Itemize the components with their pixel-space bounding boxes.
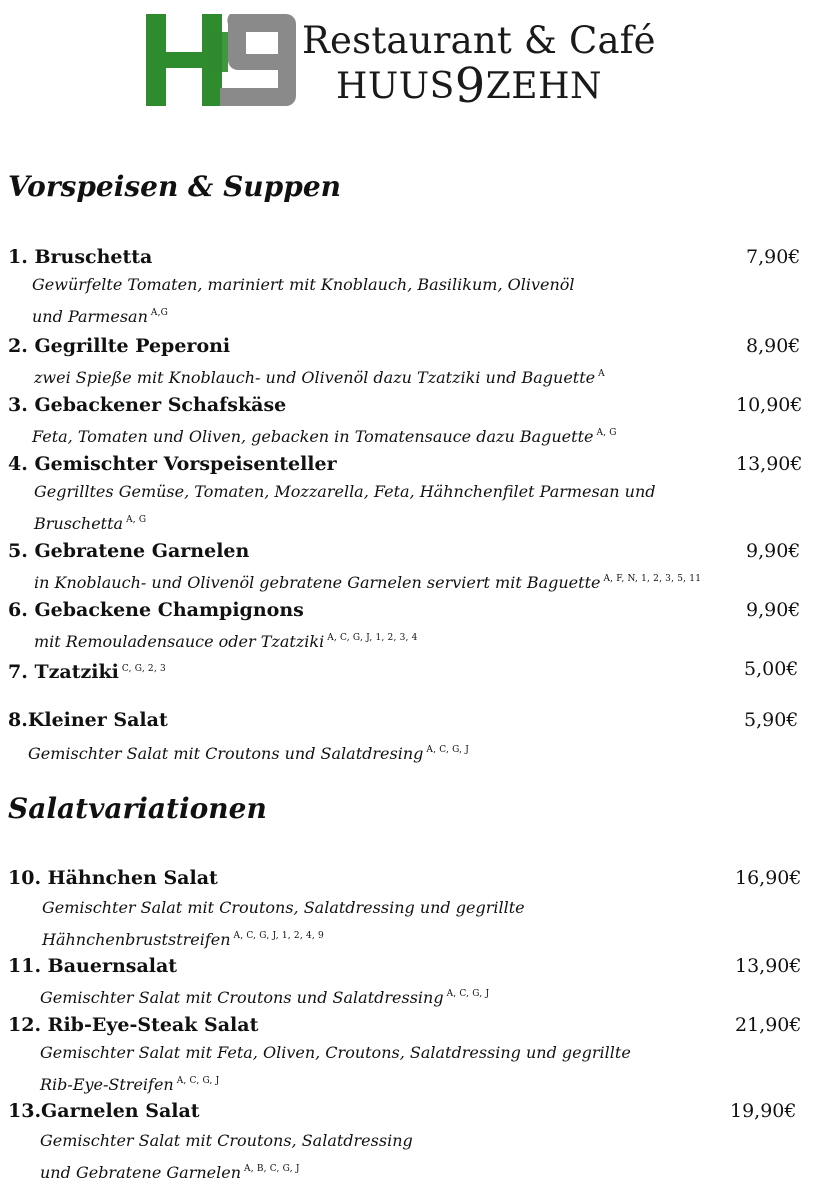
item-name: 2. Gegrillte Peperoni [8,335,231,357]
item-desc: Rib-Eye-Streifen $^{A, C, G, J}$ [40,1075,220,1094]
item-desc: Gewürfelte Tomaten, mariniert mit Knoblauch, Basilikum, Olivenöl [32,275,575,294]
restaurant-header [146,12,666,114]
item-name: 10. Hähnchen Salat [8,867,218,889]
item-name: 3. Gebackener Schafskäse [8,394,287,416]
item-name: 7. Tzatziki $^{C, G, 2, 3}$ [8,661,166,683]
allergen-codes: A, B, C, G, J [244,1164,300,1174]
item-desc: und Gebratene Garnelen $^{A, B, C, G, J}$ [40,1163,300,1182]
allergen-codes: A, C, G, J, 1, 2, 3, 4 [327,633,418,643]
item-name: 11. Bauernsalat [8,955,178,977]
menu-item-8 [0,708,832,768]
menu-item-6 [0,598,832,658]
item-desc: Gemischter Salat mit Croutons, Salatdressing [40,1131,413,1150]
brand-huus: HUUS [336,66,455,107]
item-name: 6. Gebackene Champignons [8,599,304,621]
menu-item-3 [0,393,832,453]
brand-zehn: ZEHN [485,66,602,107]
item-desc: und Parmesan $^{A,G}$ [32,307,169,326]
item-price: 19,90€ [730,1100,797,1122]
item-price: 16,90€ [735,867,802,889]
item-desc: Gemischter Salat mit Croutons, Salatdressing und gegrillte [42,898,525,917]
menu-item-4 [0,452,832,533]
item-desc: mit Remouladensauce oder Tzatziki $^{A, C, G, J, 1, 2, 3, 4}$ [34,632,418,651]
item-desc: Gemischter Salat mit Croutons und Salatdressing $^{A, C, G, J}$ [40,988,490,1007]
allergen-codes: A, C, G, J [446,989,490,999]
menu-item-5 [0,539,832,599]
menu-item-11 [0,954,832,1014]
item-price: 13,90€ [735,955,802,977]
allergen-codes: A, C, G, J [176,1076,220,1086]
h9-logo-icon [146,14,296,106]
item-price: 10,90€ [736,394,803,416]
allergen-codes: A, F, N, 1, 2, 3, 5, 11 [603,574,702,584]
brand-nine: 9 [454,58,486,114]
item-desc: Hähnchenbruststreifen $^{A, C, G, J, 1, 2, 4, 9}$ [42,930,324,949]
allergen-codes: C, G, 2, 3 [121,664,166,674]
item-name: 4. Gemischter Vorspeisenteller [8,453,337,475]
section-title-vorspeisen: Vorspeisen & Suppen [8,170,341,203]
item-price: 9,90€ [746,599,801,621]
item-desc: Feta, Tomaten und Oliven, gebacken in Tomatensauce dazu Baguette $^{A, G}$ [32,427,617,446]
item-desc: Gegrilltes Gemüse, Tomaten, Mozzarella, Feta, Hähnchenfilet Parmesan und [34,482,656,501]
allergen-codes: A,G [150,308,169,318]
item-price: 9,90€ [746,540,801,562]
menu-item-12 [0,1013,832,1094]
item-name: 1. Bruschetta [8,246,153,268]
item-name: 8.Kleiner Salat [8,709,168,731]
item-price: 7,90€ [746,246,801,268]
allergen-codes: A, C, G, J [426,745,470,755]
item-name: 5. Gebratene Garnelen [8,540,250,562]
menu-item-10 [0,866,832,949]
item-price: 5,90€ [744,709,799,731]
section-title-salatvariationen: Salatvariationen [8,792,267,825]
item-name: 13.Garnelen Salat [8,1100,200,1122]
allergen-codes: A [598,369,605,379]
brand-line-2 [336,58,656,114]
menu-item-2 [0,334,832,394]
menu-item-13 [0,1099,832,1182]
item-price: 8,90€ [746,335,801,357]
item-desc: Gemischter Salat mit Feta, Oliven, Croutons, Salatdressing und gegrillte [40,1043,631,1062]
allergen-codes: A, C, G, J, 1, 2, 4, 9 [233,931,324,941]
brand-line-1: Restaurant & Café [302,19,656,62]
item-name: 12. Rib-Eye-Steak Salat [8,1014,259,1036]
item-desc: Gemischter Salat mit Croutons und Salatdresing $^{A, C, G, J}$ [28,744,470,763]
allergen-codes: A, G [126,515,147,525]
allergen-codes: A, G [596,428,617,438]
item-desc: in Knoblauch- und Olivenöl gebratene Garnelen serviert mit Baguette $^{A, F, N, 1, 2, 3, 5, 11}$ [34,573,702,592]
item-desc: zwei Spieße mit Knoblauch- und Olivenöl dazu Tzatziki und Baguette $^A$ [34,368,605,387]
item-price: 21,90€ [735,1014,802,1036]
menu-item-1 [0,245,832,326]
item-price: 5,00€ [744,658,799,680]
item-desc: Bruschetta $^{A, G}$ [34,514,147,533]
item-price: 13,90€ [736,453,803,475]
